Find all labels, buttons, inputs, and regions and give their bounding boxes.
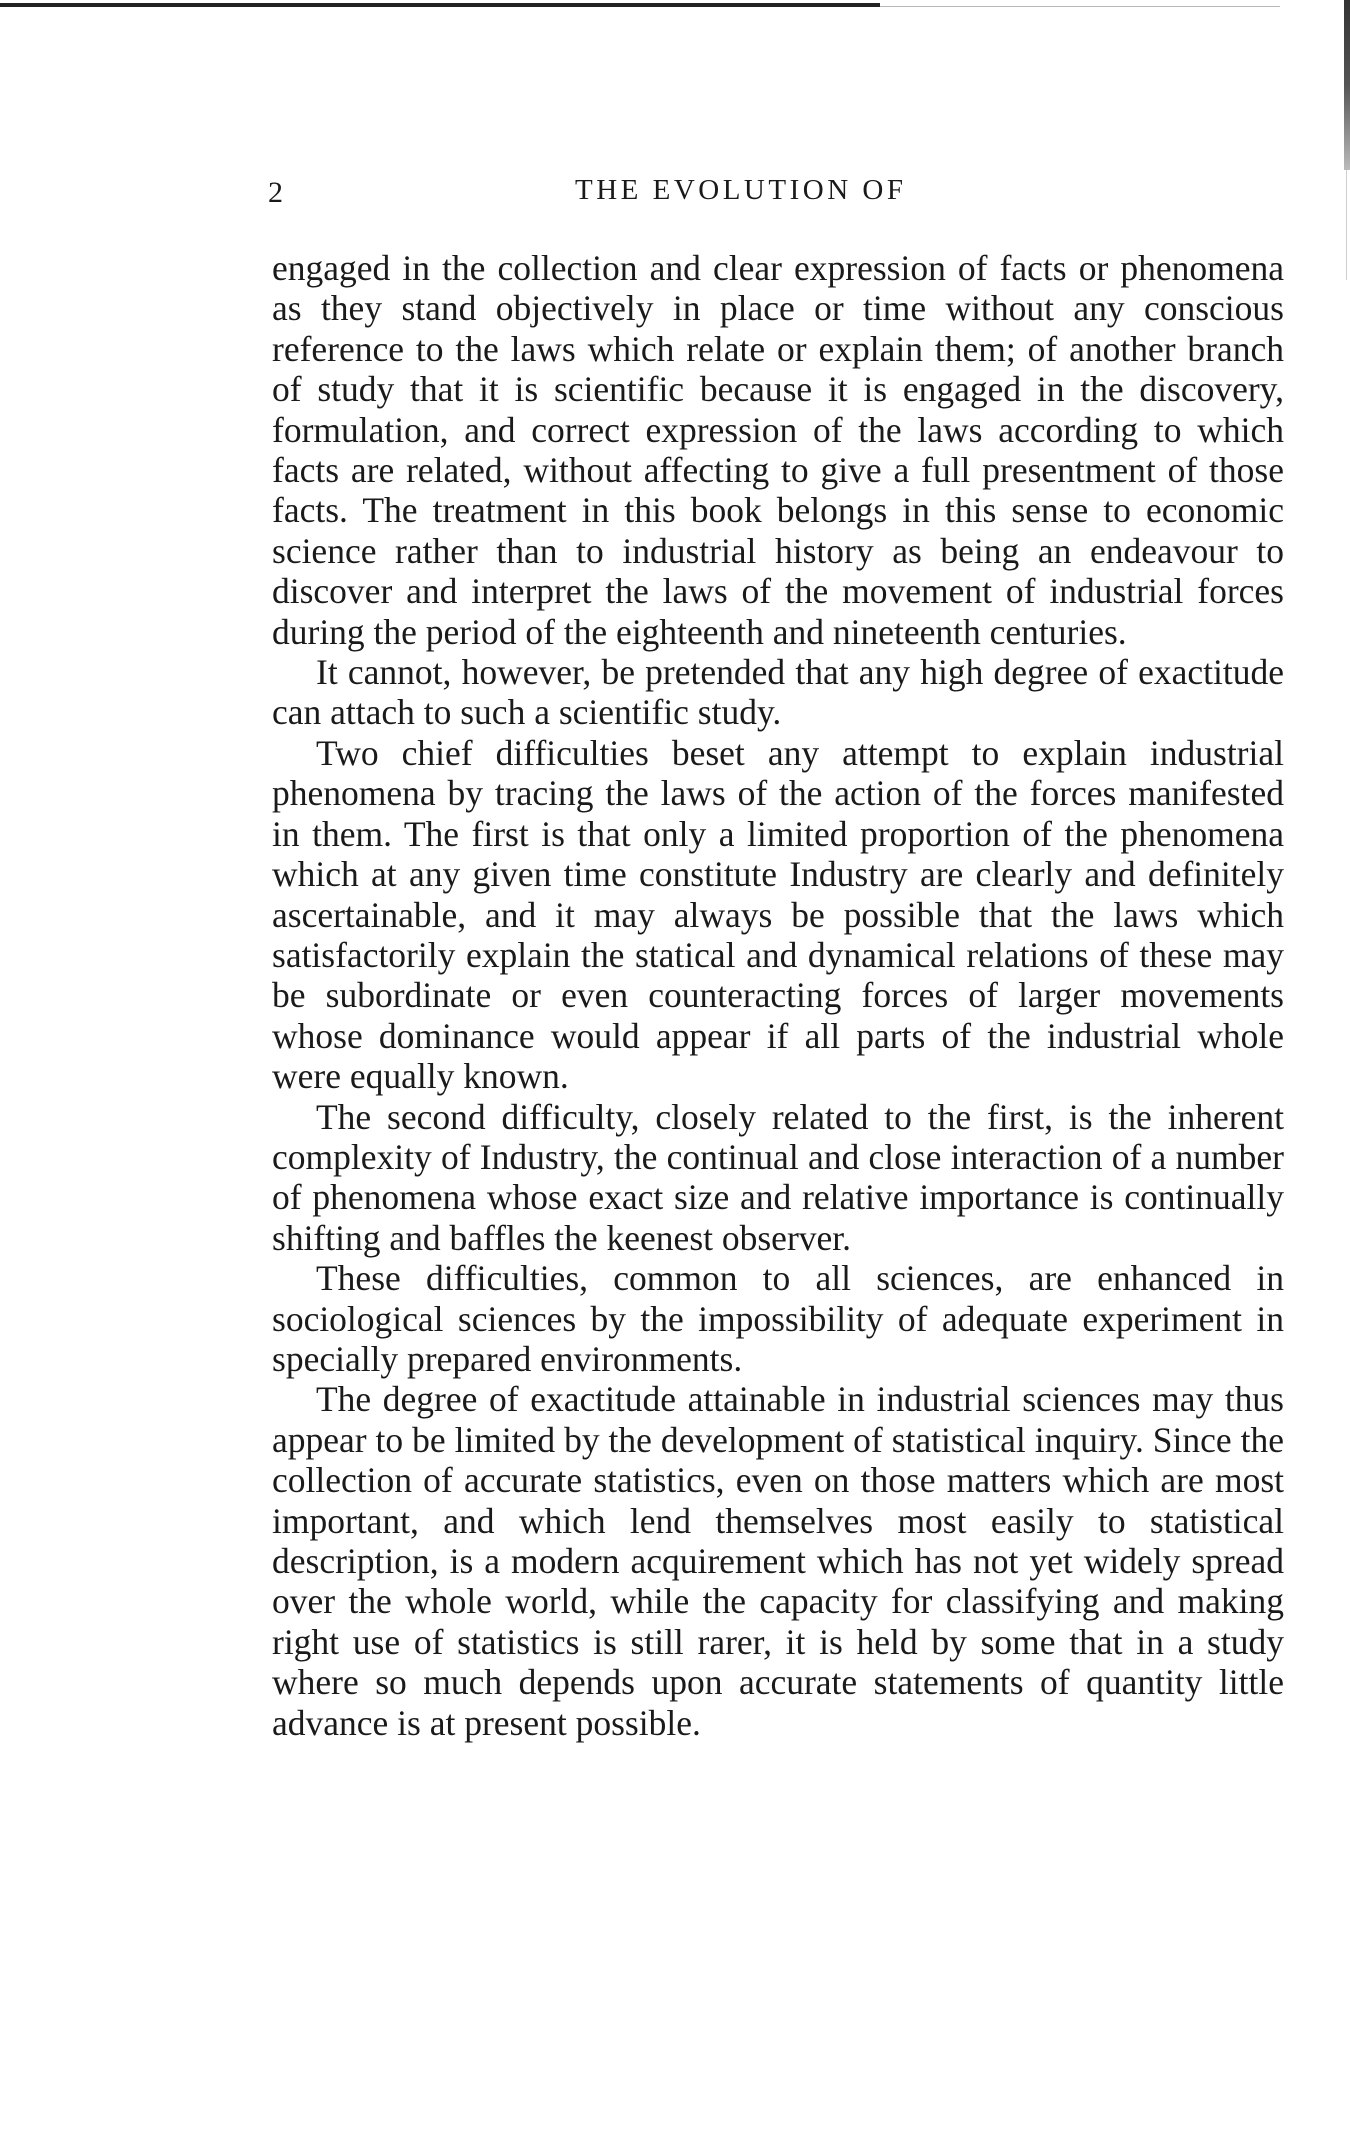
scan-top-edge-rule [0,3,880,7]
scan-right-edge-shadow [1344,0,1350,170]
body-text [272,248,1284,1743]
page-number: 2 [268,176,283,209]
paragraph: These difficulties, common to all sciences, are enhanced in sociological sciences by the impossibility of adequate experiment in specially prepared environments. [272,1258,1284,1379]
running-head-title: THE EVOLUTION OF [575,174,907,206]
paragraph: The degree of exactitude attainable in industrial sciences may thus appear to be limited by the development of statistical inquiry. Since the collection of accurate statistics, even on those matters which are most important, and which lend themselves most easily to statistical description, is a modern acquirement which has not yet widely spread over the whole world, while the capacity for classifying and making right use of statistics is still rarer, it is held by some that in a study where so much depends upon accurate statements of quantity little advance is at present possible. [272,1379,1284,1743]
paragraph: Two chief difficulties beset any attempt to explain industrial phenomena by tracing the laws of the action of the forces manifested in them. The first is that only a limited proportion of the phenomena which at any given time constitute Industry are clearly and definitely ascertainable, and it may always be possible that the laws which satisfactorily explain the statical and dynamical relations of these may be subordinate or even counteracting forces of larger movements whose dominance would appear if all parts of the industrial whole were equally known. [272,732,1284,1097]
paragraph-continued: engaged in the collection and clear expression of facts or phenomena as they stand objectively in place or time without any conscious reference to the laws which relate or explain them; of another branch of study that it is scientific because it is engaged in the discovery, formulation, and correct expression of the laws according to which facts are related, without affecting to give a full presentment of those facts. The treatment in this book belongs in this sense to economic science rather than to industrial history as being an endeavour to discover and interpret the laws of the movement of industrial forces during the period of the eighteenth and nineteenth centuries. [272,248,1284,652]
running-head [0,172,1350,212]
scan-top-edge-faint-rule [880,6,1280,7]
paragraph: The second difficulty, closely related to the first, is the inherent complexity of Industry, the continual and close interaction of a number of phenomena whose exact size and relative importance is continually shifting and baffles the keenest observer. [272,1096,1284,1258]
paragraph: It cannot, however, be pretended that any high degree of exactitude can attach to such a scientific study. [272,652,1284,733]
